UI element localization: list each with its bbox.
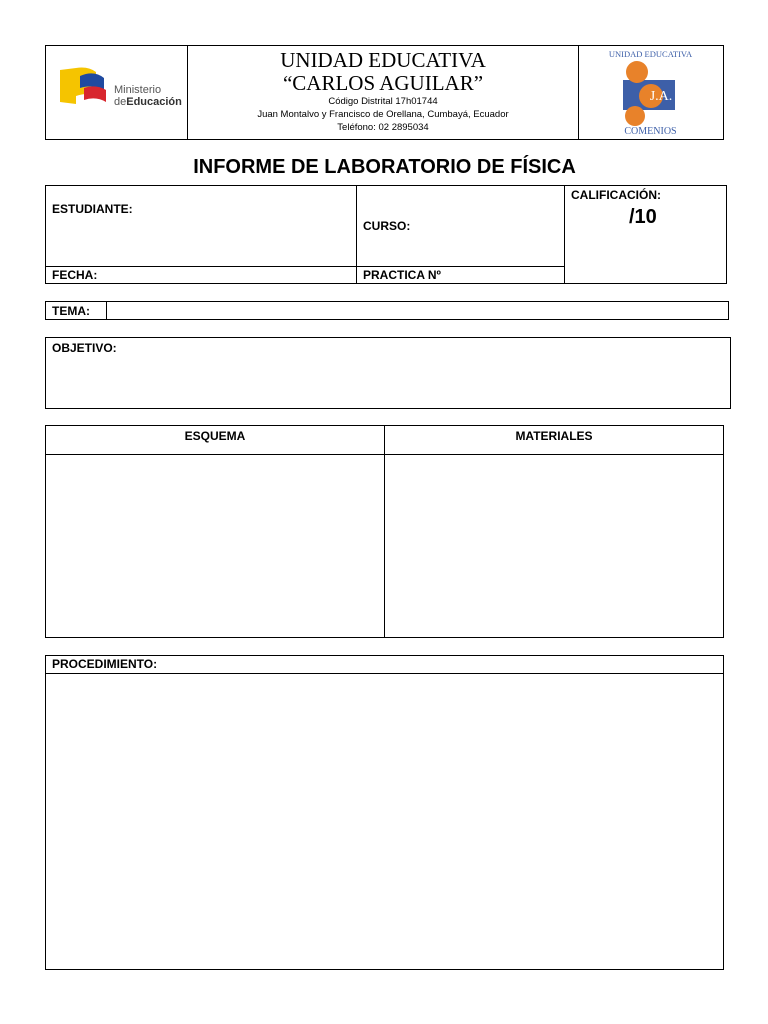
school-info <box>188 46 578 139</box>
course-field[interactable] <box>356 185 565 267</box>
student-field[interactable] <box>45 185 357 267</box>
objective-label: OBJETIVO: <box>52 341 117 355</box>
procedure-field[interactable] <box>45 673 724 970</box>
school-emblem <box>578 46 723 139</box>
school-name-line2: “CARLOS AGUILAR” <box>282 71 484 95</box>
ministry-word: Educación <box>126 96 182 108</box>
course-label: CURSO: <box>363 219 411 233</box>
ministry-logo <box>46 46 188 139</box>
report-title: INFORME DE LABORATORIO DE FÍSICA <box>193 156 576 178</box>
district-code: Código Distrital 17h01744 <box>328 96 438 107</box>
practice-label: PRACTICA Nº <box>363 268 441 282</box>
materials-label: MATERIALES <box>515 429 593 443</box>
emblem-initials: J.A. <box>649 89 673 104</box>
grade-field[interactable] <box>564 185 727 284</box>
emblem-top-text: UNIDAD EDUCATIVA <box>608 49 693 59</box>
school-address: Juan Montalvo y Francisco de Orellana, Cumbayá, Ecuador <box>257 109 509 120</box>
school-name-line1: UNIDAD EDUCATIVA <box>280 48 486 72</box>
ministry-prefix: de <box>114 96 127 108</box>
school-phone: Teléfono: 02 2895034 <box>337 122 429 133</box>
topic-label-cell <box>45 301 107 320</box>
materials-header <box>384 425 724 455</box>
grade-value: /10 <box>629 206 657 228</box>
grade-label: CALIFICACIÓN: <box>571 188 661 202</box>
emblem-icon <box>609 60 691 126</box>
procedure-label: PROCEDIMIENTO: <box>52 657 158 671</box>
student-label: ESTUDIANTE: <box>52 202 133 216</box>
practice-field[interactable] <box>356 266 565 284</box>
ecuador-flag-icon <box>58 66 110 110</box>
schema-header <box>45 425 385 455</box>
materials-field[interactable] <box>384 454 724 638</box>
topic-label: TEMA: <box>52 304 90 318</box>
schema-label: ESQUEMA <box>184 429 246 443</box>
emblem-bottom-text: COMENIOS <box>624 126 677 137</box>
document-header <box>45 45 724 140</box>
objective-field[interactable] <box>45 337 731 409</box>
schema-field[interactable] <box>45 454 385 638</box>
procedure-header <box>45 655 724 674</box>
topic-field[interactable] <box>106 301 729 320</box>
ministry-text <box>114 84 182 108</box>
ministry-line1: Ministerio <box>114 84 162 96</box>
date-field[interactable] <box>45 266 357 284</box>
date-label: FECHA: <box>52 268 98 282</box>
